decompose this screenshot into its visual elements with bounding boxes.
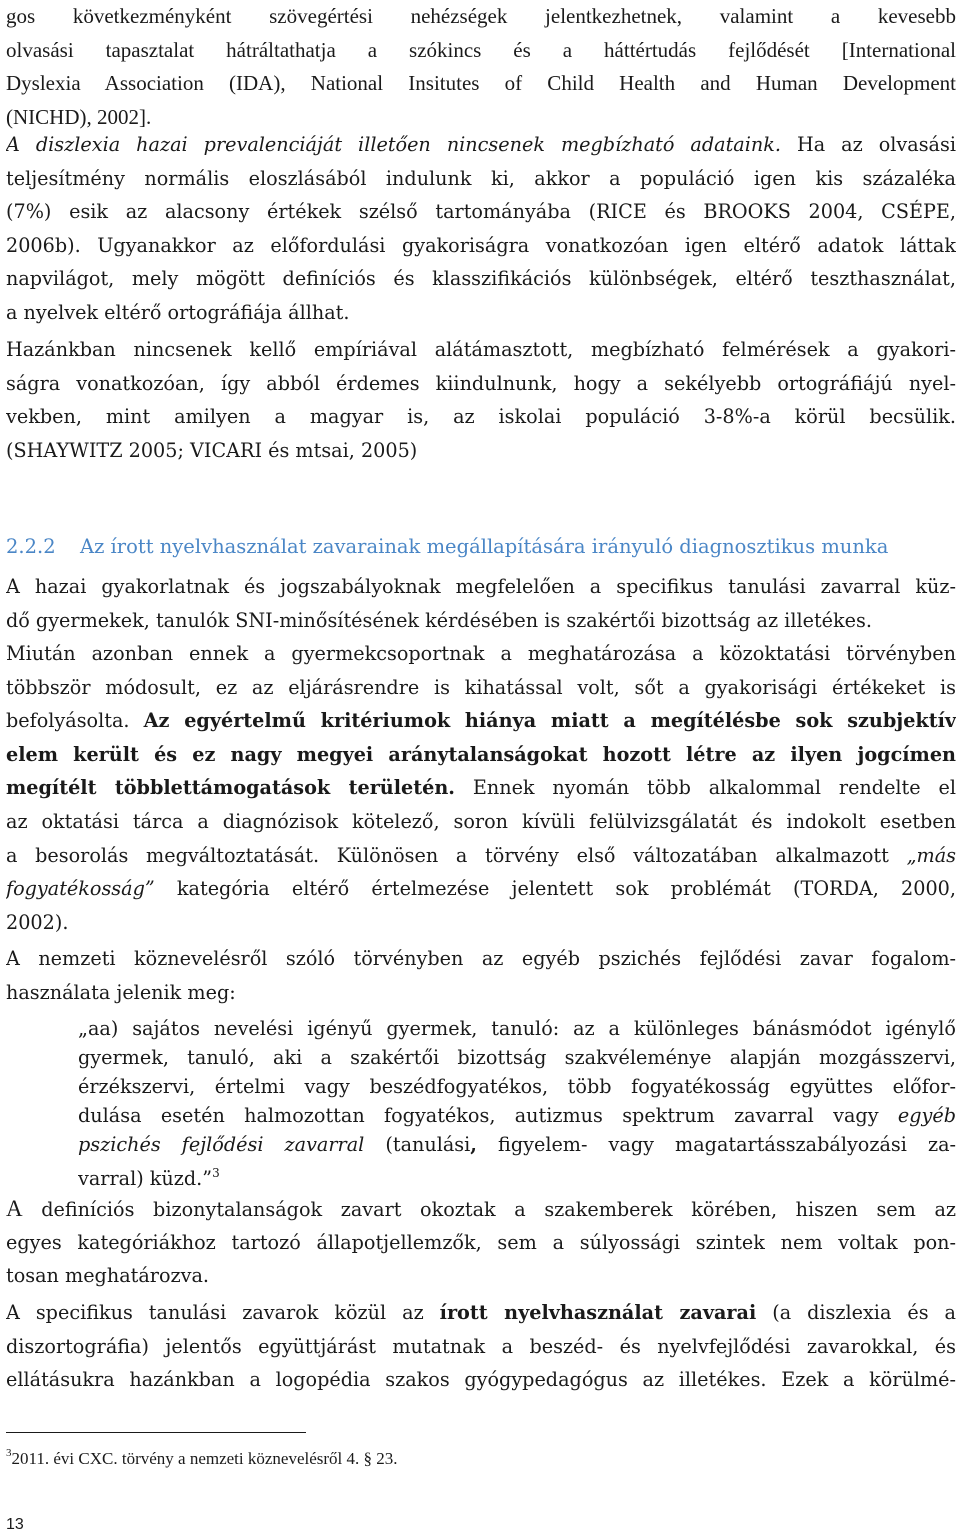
paragraph-criteria xyxy=(6,637,956,939)
section-title: Az írott nyelvhasználat zavarainak megállapítására irányuló diagnosztikus munka xyxy=(80,535,889,558)
italic-sentence: A diszlexia hazai prevalenciáját illetően nincsenek megbízható adataink. xyxy=(6,133,781,156)
text-line: egyes kategóriákhoz tartozó állapotjellemzők, sem a súlyossági szintek nem voltak pon- xyxy=(6,1230,956,1254)
text-line xyxy=(6,1296,956,1330)
text-line: vekben, mint amilyen a magyar is, az iskolai populáció 3-8%-a körül becsülik. xyxy=(6,405,956,429)
section-heading xyxy=(6,530,956,564)
text-line: tosan meghatározva. xyxy=(6,1264,209,1288)
text-segment: dulása esetén halmozottan fogyatékos, autizmus spektrum zavarral vagy xyxy=(78,1104,898,1127)
text-line: ellátásukra hazánkban a logopédia szakos gyógypedagógus az illetékes. Ezek a körülmé- xyxy=(6,1368,956,1392)
text-line xyxy=(6,771,956,805)
text-line xyxy=(6,1192,956,1226)
text-line: gos következményként szövegértési nehézségek jelentkezhetnek, valamint a kevesebb xyxy=(6,4,956,28)
text-line xyxy=(6,839,956,873)
text-line xyxy=(6,128,956,162)
block-quote xyxy=(78,1014,956,1188)
italic-text: „más xyxy=(906,843,956,867)
page-number: 13 xyxy=(6,1516,24,1533)
text-segment: (tanulási xyxy=(364,1133,471,1156)
text-line: gyermek, tanuló, aki a szakértői bizottság szakvéleménye alapján mozgásszervi, xyxy=(78,1046,956,1069)
italic-text: pszichés fejlődési zavarral xyxy=(78,1133,365,1156)
text-line: A nemzeti köznevelésről szóló törvényben az egyéb pszichés fejlődési zavar fogalom- xyxy=(6,947,956,970)
paragraph-prevalence xyxy=(6,128,956,330)
text-line: (NICHD), 2002]. xyxy=(6,104,152,129)
text-segment: a besorolás megváltoztatását. Különösen a törvény első változatában alkalmazott xyxy=(6,843,907,867)
text-line xyxy=(78,1159,956,1188)
text-line: „aa) sajátos nevelési igényű gyermek, tanuló: az a különleges bánásmódot igénylő xyxy=(78,1017,956,1040)
text-line: a nyelvek eltérő ortográfiája állhat. xyxy=(6,300,350,324)
text-line xyxy=(78,1101,956,1130)
bold-text: írott nyelvhasználat zavarai xyxy=(439,1301,757,1324)
footnote-divider xyxy=(6,1432,306,1433)
text-segment: kategória eltérő értelmezése jelentett sok problémát (TORDA, 2000, xyxy=(154,877,956,901)
italic-text: egyéb xyxy=(897,1104,956,1127)
paragraph-hungary-estimates xyxy=(6,333,956,467)
footnote xyxy=(6,1438,398,1474)
text-line: az oktatási tárca a diagnózisok kötelező, soron kívüli felülvizsgálatát és indokolt esetben xyxy=(6,809,956,833)
text-line: dő gyermekek, tanulók SNI-minősítésének kérdésében is szakértői bizottság az illetékes. xyxy=(6,608,872,632)
text-line: többször módosult, ez az eljárásrendre is kihatással volt, sőt a gyakorisági értékeket is xyxy=(6,675,956,699)
text-line: 2006b). Ugyanakkor az előfordulási gyakoriságra vonatkozóan igen eltérő adatok láttak xyxy=(6,233,956,257)
text-segment: Ha az olvasási xyxy=(780,133,956,156)
bold-text: , xyxy=(470,1133,477,1156)
section-number: 2.2.2 xyxy=(6,535,56,558)
text-segment: (a diszlexia és a xyxy=(756,1301,956,1324)
text-line: használata jelenik meg: xyxy=(6,980,236,1004)
text-segment: befolyásolta. xyxy=(6,709,144,733)
text-segment: varral) küzd.” xyxy=(78,1167,213,1188)
text-line: érzékszervi, értelmi vagy beszédfogyatékos, több fogyatékosság együttes előfor- xyxy=(78,1075,956,1098)
paragraph-practice xyxy=(6,570,956,637)
text-line: diszortográfia) jelentős együttjárást mutatnak a beszéd- és nyelvfejlődési zavarokkal, és xyxy=(6,1334,956,1358)
text-line xyxy=(6,704,956,738)
text-line: 2002). xyxy=(6,910,69,934)
paragraph-law xyxy=(6,942,956,1009)
text-line: napvilágot, mely mögött definíciós és klasszifikációs különbségek, eltérő teszthasználat, xyxy=(6,267,956,291)
bold-text: elem került és ez nagy megyei aránytalanságokat hozott létre az ilyen jogcímen xyxy=(6,742,956,766)
text-line: (7%) esik az alacsony értékek szélső tartományába (RICE és BROOKS 2004, CSÉPE, xyxy=(6,200,956,224)
paragraph-dyslexia-consequences xyxy=(6,0,956,134)
text-line: A hazai gyakorlatnak és jogszabályoknak megfelelően a specifikus tanulási zavarral küz- xyxy=(6,575,956,598)
text-line: Dyslexia Association (IDA), National Insitutes of Child Health and Human Development xyxy=(6,71,956,95)
text-line: olvasási tapasztalat hátráltathatja a szókincs és a háttértudás fejlődését [International xyxy=(6,37,956,62)
text-segment: A xyxy=(6,1196,23,1221)
footnote-reference[interactable]: 3 xyxy=(212,1166,220,1180)
text-line: teljesítmény normális eloszlásából indulunk ki, akkor a populáció igen kis százaléka xyxy=(6,166,956,190)
italic-text: fogyatékosság” xyxy=(6,877,155,901)
bold-text: megítélt többlettámogatások területén. xyxy=(6,776,455,800)
text-line: ságra vonatkozóan, így abból érdemes kiindulnunk, hogy a sekélyebb ortográfiájú nyel- xyxy=(6,371,956,395)
footnote-text: 2011. évi CXC. törvény a nemzeti köznevelésről 4. § 23. xyxy=(11,1449,398,1468)
text-segment: definíciós bizonytalanságok zavart okoztak a szakemberek körében, hiszen sem az xyxy=(22,1198,956,1221)
text-line: Hazánkban nincsenek kellő empíriával alátámasztott, megbízható felmérések a gyakori- xyxy=(6,338,956,361)
paragraph-writing-disorders xyxy=(6,1296,956,1397)
text-line xyxy=(78,1130,956,1159)
bold-text: Az egyértelmű kritériumok hiánya miatt a megítélésbe sok szubjektív xyxy=(143,709,956,733)
paragraph-uncertainty xyxy=(6,1192,956,1293)
text-line: (SHAYWITZ 2005; VICARI és mtsai, 2005) xyxy=(6,438,418,462)
footnote-marker: 3 xyxy=(6,1447,12,1459)
text-line: Miután azonban ennek a gyermekcsoportnak a meghatározása a közoktatási törvényben xyxy=(6,642,956,665)
text-segment: A specifikus tanulási zavarok közül az xyxy=(6,1301,440,1324)
text-segment: Ennek nyomán több alkalommal rendelte el xyxy=(454,776,956,800)
text-line xyxy=(6,872,956,906)
text-segment: figyelem- vagy magatartásszabályozási za- xyxy=(476,1133,956,1156)
